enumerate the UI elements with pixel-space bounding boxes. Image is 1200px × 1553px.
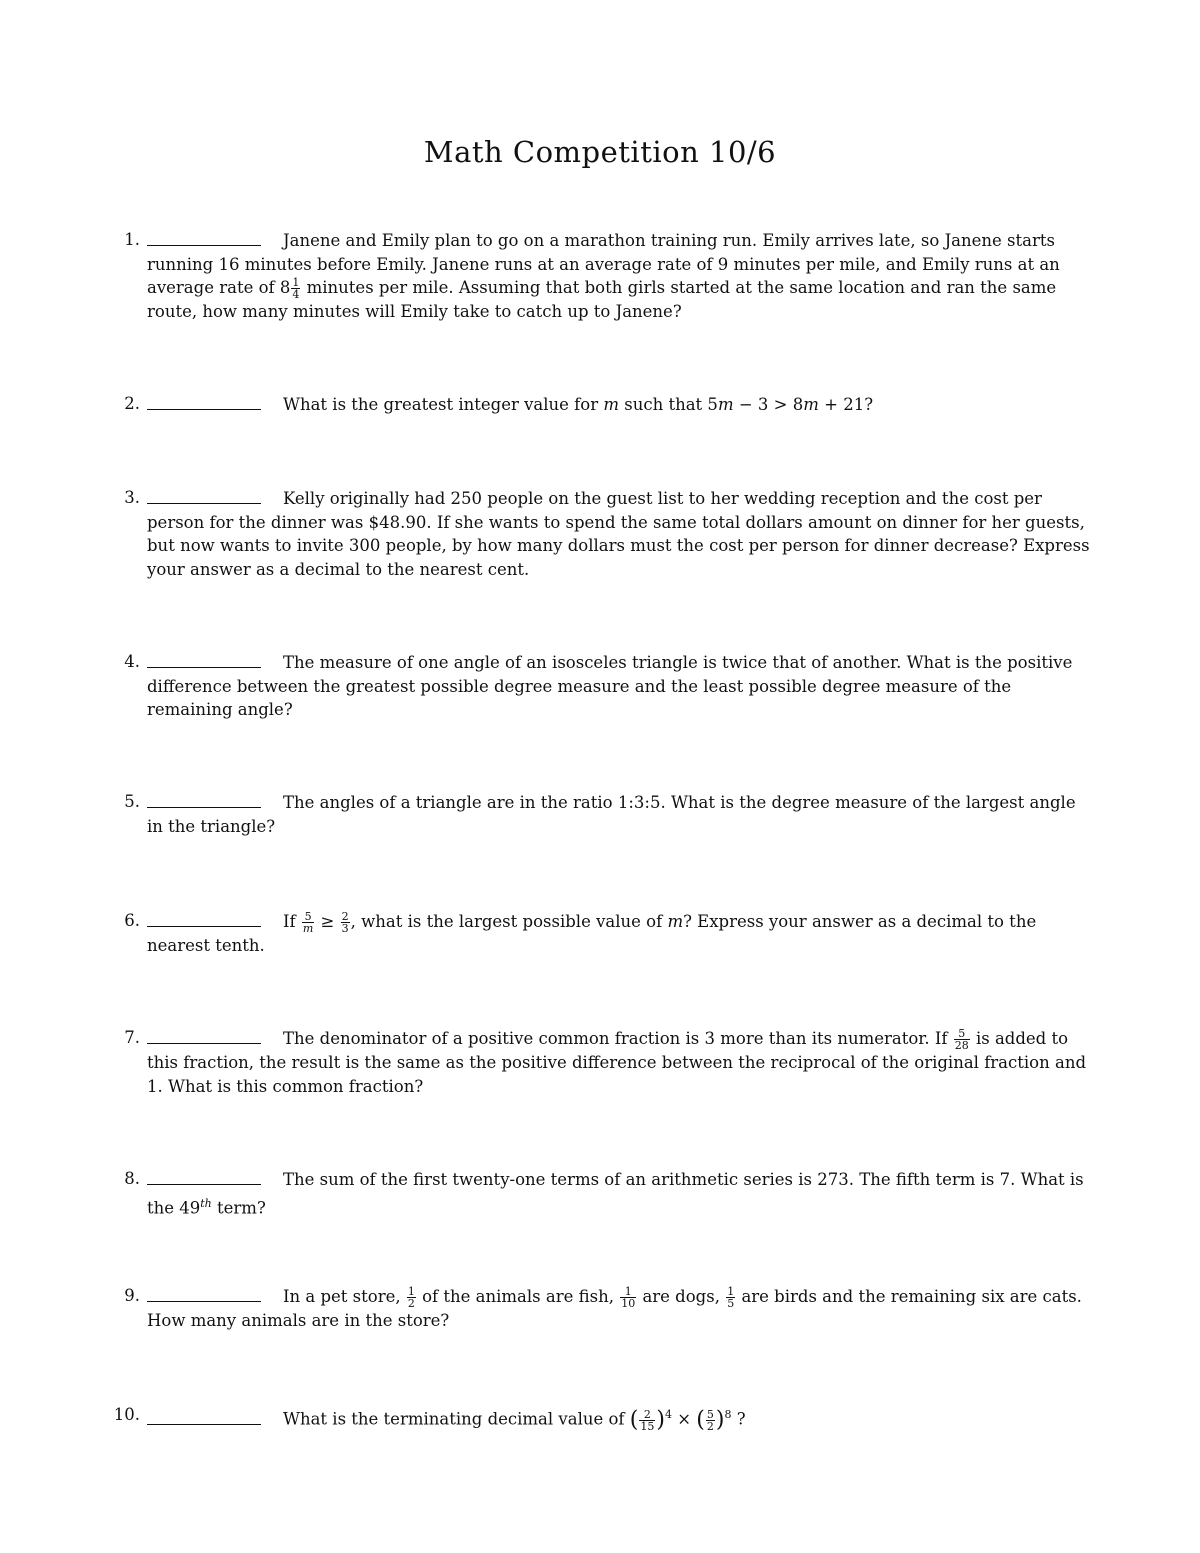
answer-blank-2[interactable] [147,392,261,410]
problem-number: 9. [124,1286,140,1305]
problem-number: 3. [124,488,140,507]
problem-8 [124,1167,1092,1220]
right-paren: ) [656,1407,665,1433]
variable: m [603,395,620,414]
problem-3 [124,486,1092,581]
fraction-numerator: 5 [954,1028,970,1040]
exponent: 8 [724,1408,732,1421]
problem-number: 10. [113,1405,140,1424]
answer-blank-1[interactable] [147,228,261,246]
fraction-denominator: 28 [954,1039,969,1052]
fraction [639,1409,655,1432]
fraction-numerator: 1 [620,1286,636,1298]
problem-text: are dogs, [637,1287,726,1306]
fraction-numerator: 5 [302,911,314,923]
fraction-numerator: 1 [727,1285,735,1298]
problem-9 [124,1284,1092,1333]
fraction-numerator: 1 [407,1285,415,1298]
fraction-numerator: 1 [292,276,300,289]
answer-blank-9[interactable] [147,1284,261,1302]
variable: m [717,395,734,414]
fraction [726,1286,735,1309]
problem-10 [113,1403,1092,1433]
problem-text: The angles of a triangle are in the ratio 1:3:5. What is the degree measure of the largest angle in the triangle? [147,793,1076,836]
problem-2 [124,392,1092,417]
problem-text: If [283,912,301,931]
fraction-denominator: 2 [706,1419,714,1433]
problem-text: The measure of one angle of an isosceles triangle is twice that of another. What is the positive difference between the greatest possible degree measure and the least possible degree measure of the remaining angle? [147,653,1073,719]
fraction-denominator: 5 [727,1297,735,1310]
fraction-denominator: 10 [621,1297,636,1310]
answer-blank-5[interactable] [147,790,261,808]
fraction-denominator: 4 [292,288,300,301]
problem-number: 4. [124,652,140,671]
answer-blank-6[interactable] [147,909,261,927]
fraction-numerator: 5 [706,1407,714,1421]
fraction-denominator: 3 [341,922,349,935]
problem-text: minutes per mile. Assuming that both girls started at the same location and ran the same route, how many minutes will Emily take to catch up to Janene? [147,278,1057,321]
fraction [706,1409,715,1432]
problem-number: 6. [124,911,140,930]
answer-blank-8[interactable] [147,1167,261,1185]
problem-text: ? [731,1409,746,1429]
fraction [954,1028,970,1051]
fraction-numerator: 2 [341,910,349,923]
problem-text: The sum of the first twenty-one terms of an arithmetic series is 273. The fifth term is 7. What is the 49 [147,1170,1084,1217]
problem-text: + 21? [818,395,874,414]
problem-text: What is the greatest integer value for [283,395,604,414]
problem-text: term? [211,1198,266,1217]
fraction [407,1286,416,1309]
problem-number: 5. [124,792,140,811]
fraction-denominator: 15 [640,1419,655,1433]
problem-text: such that 5 [619,395,718,414]
problem-text: ≥ [315,912,340,931]
problem-text: Janene and Emily plan to go on a marathon training run. Emily arrives late, so Janene starts running 16 minutes before Emily. Janene runs at an average rate of 9 minutes per mile, and Emily runs at an average rate of 8 [147,231,1060,297]
fraction-denominator: m [302,922,314,935]
fraction-numerator: 2 [639,1409,655,1421]
problem-1 [124,228,1092,324]
left-paren: ( [696,1407,705,1433]
problem-text: is added to this fraction, the result is the same as the positive difference between the reciprocal of the original fraction and 1. What is this common fraction? [147,1029,1087,1096]
variable: m [803,395,819,414]
fraction [620,1286,636,1309]
problem-text: The denominator of a positive common fraction is 3 more than its numerator. If [283,1029,953,1048]
answer-blank-7[interactable] [147,1026,261,1044]
problem-number: 8. [124,1169,140,1188]
left-paren: ( [629,1407,639,1433]
problem-7 [124,1026,1092,1098]
answer-blank-10[interactable] [147,1407,261,1425]
problem-text: Kelly originally had 250 people on the guest list to her wedding reception and the cost per person for the dinner was $48.90. If she wants to spend the same total dollars amount on dinner for her guests, but now wants to invite 300 people, by how many dollars must the cost per person for dinner decrease? Express your answer as a decimal to the nearest cent. [147,489,1090,579]
fraction-denominator: 2 [407,1297,415,1310]
problem-6 [124,909,1092,958]
problem-text: are birds and the remaining six are cats. How many animals are in the store? [147,1287,1082,1330]
right-paren: ) [715,1407,725,1433]
fraction [291,277,300,300]
problem-text: What is the terminating decimal value of [283,1409,630,1429]
superscript: th [200,1196,212,1210]
problem-text: , what is the largest possible value of [350,912,668,931]
problem-number: 1. [124,230,140,249]
problem-number: 2. [124,394,140,413]
fraction [302,911,314,934]
exponent: 4 [664,1408,672,1421]
problem-text: − 3 > 8 [733,395,804,414]
answer-blank-4[interactable] [147,650,261,668]
problem-text: In a pet store, [283,1287,406,1306]
page-title: Math Competition 10/6 [423,135,777,169]
problem-text: × [671,1409,697,1429]
problem-number: 7. [124,1028,140,1047]
variable: m [667,912,684,931]
problem-5 [124,790,1092,838]
answer-blank-3[interactable] [147,486,261,504]
problem-4 [124,650,1092,722]
problem-text: of the animals are fish, [416,1287,620,1306]
problem-text: ? Express your answer as a decimal to the nearest tenth. [147,912,1037,955]
fraction [341,911,350,934]
